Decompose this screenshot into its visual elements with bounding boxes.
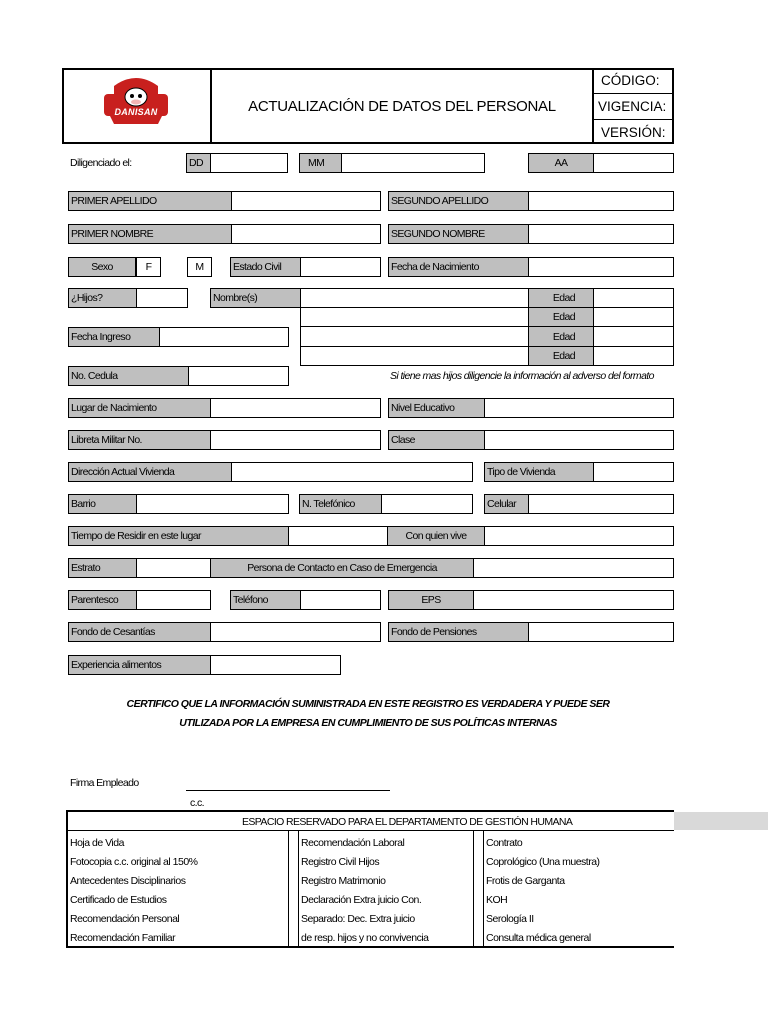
company-logo xyxy=(100,72,172,132)
hr-item: Serología II xyxy=(486,912,534,925)
edad-field-1[interactable] xyxy=(593,288,674,308)
tiempo-residir-label: Tiempo de Residir en este lugar xyxy=(68,526,289,546)
direccion-label: Dirección Actual Vivienda xyxy=(68,462,232,482)
lugar-nacimiento-label: Lugar de Nacimiento xyxy=(68,398,211,418)
signature-line[interactable] xyxy=(186,790,390,791)
hr-item: Registro Civil Hijos xyxy=(301,855,380,868)
fondo-cesantias-field[interactable] xyxy=(210,622,381,642)
fecha-ingreso-label: Fecha Ingreso xyxy=(68,327,160,347)
nombres-label: Nombre(s) xyxy=(210,288,301,308)
hr-item: Hoja de Vida xyxy=(70,836,124,849)
parentesco-field[interactable] xyxy=(136,590,211,610)
estrato-label: Estrato xyxy=(68,558,137,578)
primer-nombre-label: PRIMER NOMBRE xyxy=(68,224,232,244)
logo-text: DANISAN xyxy=(114,107,158,117)
hr-item: Certificado de Estudios xyxy=(70,893,167,906)
hijos-label: ¿Hijos? xyxy=(68,288,137,308)
sexo-m-option[interactable]: M xyxy=(187,257,212,277)
hr-item: KOH xyxy=(486,893,508,906)
hr-item: Recomendación Laboral xyxy=(301,836,405,849)
sexo-label: Sexo xyxy=(68,257,136,277)
hr-item: Frotis de Garganta xyxy=(486,874,565,887)
fecha-ingreso-field[interactable] xyxy=(159,327,289,347)
persona-contacto-field[interactable] xyxy=(473,558,674,578)
tipo-vivienda-label: Tipo de Vivienda xyxy=(484,462,594,482)
hr-item: Consulta médica general xyxy=(486,931,591,944)
libreta-militar-label: Libreta Militar No. xyxy=(68,430,211,450)
hr-item: Contrato xyxy=(486,836,523,849)
edad-field-4[interactable] xyxy=(593,346,674,366)
clase-label: Clase xyxy=(388,430,485,450)
experiencia-alimentos-label: Experiencia alimentos xyxy=(68,655,211,675)
n-telefonico-label: N. Telefónico xyxy=(299,494,382,514)
hijo-nombre-2[interactable] xyxy=(300,307,529,327)
hr-item: Registro Matrimonio xyxy=(301,874,386,887)
experiencia-alimentos-field[interactable] xyxy=(210,655,341,675)
hr-item: Recomendación Personal xyxy=(70,912,180,925)
segundo-nombre-label: SEGUNDO NOMBRE xyxy=(388,224,529,244)
hr-item: Antecedentes Disciplinarios xyxy=(70,874,186,887)
hijos-note: Si tiene mas hijos diligencie la información al adverso del formato xyxy=(390,370,654,382)
segundo-nombre-field[interactable] xyxy=(528,224,674,244)
fondo-cesantias-label: Fondo de Cesantías xyxy=(68,622,211,642)
dd-label: DD xyxy=(186,153,211,173)
tipo-vivienda-field[interactable] xyxy=(593,462,674,482)
fondo-pensiones-field[interactable] xyxy=(528,622,674,642)
certification-line-1: CERTIFICO QUE LA INFORMACIÓN SUMINISTRADA EN ESTE REGISTRO ES VERDADERA Y PUEDE SER xyxy=(126,698,610,710)
parentesco-label: Parentesco xyxy=(68,590,137,610)
hr-item: Declaración Extra juicio Con. xyxy=(301,893,422,906)
aa-field[interactable] xyxy=(593,153,674,173)
lugar-nacimiento-field[interactable] xyxy=(210,398,381,418)
dd-field[interactable] xyxy=(210,153,288,173)
telefono-label: Teléfono xyxy=(230,590,301,610)
no-cedula-field[interactable] xyxy=(188,366,289,386)
con-quien-vive-label: Con quien vive xyxy=(387,526,485,546)
mm-label: MM xyxy=(299,153,342,173)
libreta-militar-field[interactable] xyxy=(210,430,381,450)
hr-section-title: ESPACIO RESERVADO PARA EL DEPARTAMENTO DE GESTIÓN HUMANA xyxy=(242,815,573,828)
n-telefonico-field[interactable] xyxy=(381,494,473,514)
tiempo-residir-field[interactable] xyxy=(288,526,388,546)
firma-empleado-label: Firma Empleado xyxy=(70,777,139,789)
edad-field-3[interactable] xyxy=(593,326,674,347)
hr-item: Fotocopia c.c. original al 150% xyxy=(70,855,198,868)
primer-apellido-label: PRIMER APELLIDO xyxy=(68,191,232,211)
primer-nombre-field[interactable] xyxy=(231,224,381,244)
estado-civil-label: Estado Civil xyxy=(230,257,301,277)
estrato-field[interactable] xyxy=(136,558,211,578)
vigencia-label: VIGENCIA: xyxy=(598,99,667,114)
version-label: VERSIÓN: xyxy=(601,124,666,140)
segundo-apellido-label: SEGUNDO APELLIDO xyxy=(388,191,529,211)
hijo-nombre-4[interactable] xyxy=(300,346,529,366)
fondo-pensiones-label: Fondo de Pensiones xyxy=(388,622,529,642)
edad-label: Edad xyxy=(528,346,594,366)
sexo-f-option[interactable]: F xyxy=(136,257,161,277)
edad-label: Edad xyxy=(528,326,594,347)
diligenciado-label: Diligenciado el: xyxy=(70,157,132,169)
no-cedula-label: No. Cedula xyxy=(68,366,189,386)
hijos-field[interactable] xyxy=(136,288,188,308)
form-title: ACTUALIZACIÓN DE DATOS DEL PERSONAL xyxy=(248,97,556,115)
mm-field[interactable] xyxy=(341,153,485,173)
edad-label: Edad xyxy=(528,288,594,308)
estado-civil-field[interactable] xyxy=(300,257,381,277)
codigo-label: CÓDIGO: xyxy=(601,73,660,88)
primer-apellido-field[interactable] xyxy=(231,191,381,211)
fecha-nacimiento-label: Fecha de Nacimiento xyxy=(388,257,529,277)
fecha-nacimiento-field[interactable] xyxy=(528,257,674,277)
aa-label: AA xyxy=(528,153,594,173)
cc-label: c.c. xyxy=(190,797,204,809)
nivel-educativo-label: Nivel Educativo xyxy=(388,398,485,418)
hijo-nombre-3[interactable] xyxy=(300,326,529,347)
hr-item: Separado: Dec. Extra juicio xyxy=(301,912,415,925)
con-quien-vive-field[interactable] xyxy=(484,526,674,546)
hr-item: Recomendación Familiar xyxy=(70,931,176,944)
nivel-educativo-field[interactable] xyxy=(484,398,674,418)
barrio-label: Barrio xyxy=(68,494,137,514)
celular-field[interactable] xyxy=(528,494,674,514)
eps-label: EPS xyxy=(388,590,474,610)
hijo-nombre-1[interactable] xyxy=(300,288,529,308)
edad-field-2[interactable] xyxy=(593,307,674,327)
eps-field[interactable] xyxy=(473,590,674,610)
clase-field[interactable] xyxy=(484,430,674,450)
barrio-field[interactable] xyxy=(136,494,289,514)
persona-contacto-label: Persona de Contacto en Caso de Emergencia xyxy=(210,558,474,578)
hr-item: Coprológico (Una muestra) xyxy=(486,855,600,868)
edad-label: Edad xyxy=(528,307,594,327)
certification-line-2: UTILIZADA POR LA EMPRESA EN CUMPLIMIENTO DE SUS POLÍTICAS INTERNAS xyxy=(179,717,557,729)
hr-item: de resp. hijos y no convivencia xyxy=(301,931,429,944)
telefono-field[interactable] xyxy=(300,590,381,610)
direccion-field[interactable] xyxy=(231,462,473,482)
celular-label: Celular xyxy=(484,494,529,514)
segundo-apellido-field[interactable] xyxy=(528,191,674,211)
